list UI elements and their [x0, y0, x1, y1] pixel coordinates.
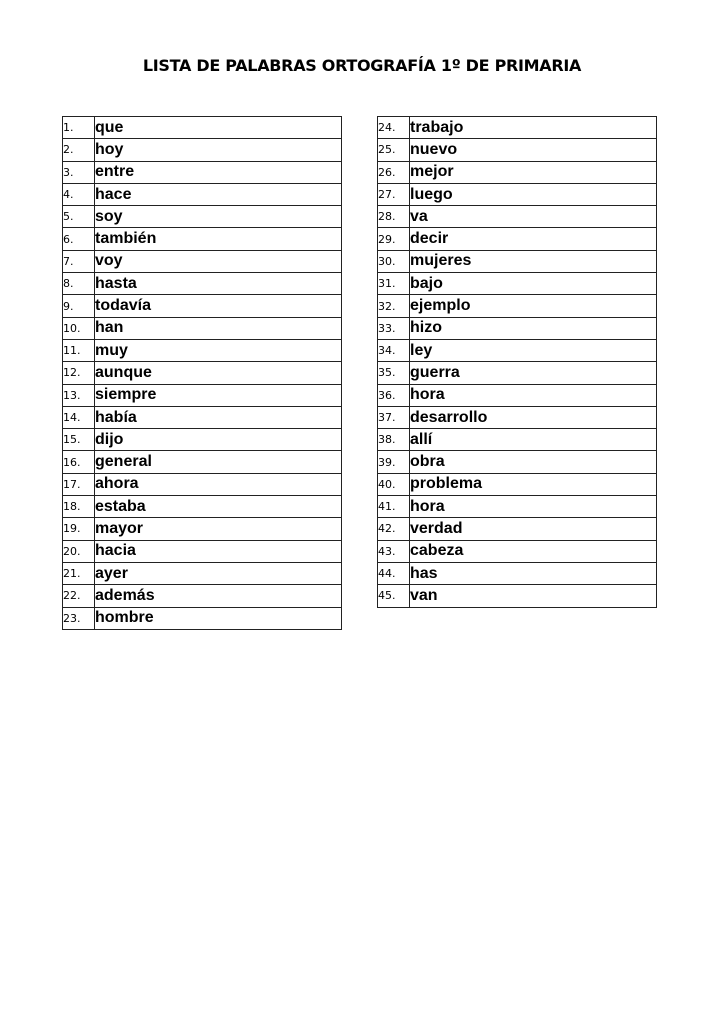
word-number: 45. [378, 585, 410, 607]
word-number: 11. [63, 339, 95, 361]
word-row [63, 585, 342, 607]
word-cell: general [95, 451, 342, 473]
word-row [378, 451, 657, 473]
word-cell: han [95, 317, 342, 339]
word-cell: allí [410, 429, 657, 451]
word-number: 24. [378, 117, 410, 139]
word-row [63, 295, 342, 317]
word-cell: obra [410, 451, 657, 473]
word-row [378, 117, 657, 139]
word-cell: va [410, 206, 657, 228]
word-cell: mujeres [410, 250, 657, 272]
word-row [63, 339, 342, 361]
word-row [378, 339, 657, 361]
word-row [63, 384, 342, 406]
word-row [378, 206, 657, 228]
word-row [378, 496, 657, 518]
word-row [63, 429, 342, 451]
word-cell: mayor [95, 518, 342, 540]
word-cell: trabajo [410, 117, 657, 139]
word-cell: además [95, 585, 342, 607]
word-number: 2. [63, 139, 95, 161]
word-number: 15. [63, 429, 95, 451]
word-number: 1. [63, 117, 95, 139]
word-number: 30. [378, 250, 410, 272]
word-cell: ejemplo [410, 295, 657, 317]
word-row [63, 183, 342, 205]
word-row [63, 540, 342, 562]
word-row [63, 473, 342, 495]
word-row [63, 206, 342, 228]
word-cell: hora [410, 384, 657, 406]
word-cell: mejor [410, 161, 657, 183]
word-row [378, 384, 657, 406]
word-row [63, 607, 342, 629]
word-list-right-body [378, 117, 657, 608]
word-cell: soy [95, 206, 342, 228]
word-cell: hizo [410, 317, 657, 339]
word-cell: hoy [95, 139, 342, 161]
word-cell: voy [95, 250, 342, 272]
word-number: 36. [378, 384, 410, 406]
word-number: 12. [63, 362, 95, 384]
word-number: 3. [63, 161, 95, 183]
word-number: 33. [378, 317, 410, 339]
word-row [378, 228, 657, 250]
word-number: 32. [378, 295, 410, 317]
word-number: 42. [378, 518, 410, 540]
word-number: 25. [378, 139, 410, 161]
word-number: 28. [378, 206, 410, 228]
word-cell: decir [410, 228, 657, 250]
word-number: 9. [63, 295, 95, 317]
page-title: LISTA DE PALABRAS ORTOGRAFÍA 1º DE PRIMARIA [142, 56, 582, 75]
word-row [378, 518, 657, 540]
word-cell: aunque [95, 362, 342, 384]
word-cell: nuevo [410, 139, 657, 161]
word-number: 43. [378, 540, 410, 562]
word-cell: hacia [95, 540, 342, 562]
word-cell: muy [95, 339, 342, 361]
word-cell: siempre [95, 384, 342, 406]
word-number: 26. [378, 161, 410, 183]
word-row [63, 250, 342, 272]
word-row [378, 139, 657, 161]
word-number: 21. [63, 562, 95, 584]
word-number: 40. [378, 473, 410, 495]
word-cell: desarrollo [410, 406, 657, 428]
word-cell: luego [410, 183, 657, 205]
word-cell: verdad [410, 518, 657, 540]
word-list-right [377, 116, 657, 608]
word-cell: problema [410, 473, 657, 495]
word-number: 23. [63, 607, 95, 629]
word-number: 18. [63, 496, 95, 518]
word-cell: hasta [95, 273, 342, 295]
word-row [378, 317, 657, 339]
word-cell: bajo [410, 273, 657, 295]
word-cell: ley [410, 339, 657, 361]
word-row [63, 317, 342, 339]
word-row [378, 273, 657, 295]
word-row [63, 406, 342, 428]
word-row [378, 585, 657, 607]
word-number: 27. [378, 183, 410, 205]
word-number: 13. [63, 384, 95, 406]
word-row [63, 139, 342, 161]
word-row [63, 451, 342, 473]
word-number: 7. [63, 250, 95, 272]
word-row [63, 496, 342, 518]
word-row [63, 228, 342, 250]
word-number: 10. [63, 317, 95, 339]
word-list-left-body [63, 117, 342, 630]
word-row [378, 540, 657, 562]
word-cell: hace [95, 183, 342, 205]
word-list-left [62, 116, 342, 630]
word-number: 16. [63, 451, 95, 473]
word-row [378, 429, 657, 451]
word-row [63, 518, 342, 540]
word-cell: había [95, 406, 342, 428]
word-row [63, 161, 342, 183]
word-number: 44. [378, 562, 410, 584]
word-cell: estaba [95, 496, 342, 518]
word-cell: guerra [410, 362, 657, 384]
word-cell: hora [410, 496, 657, 518]
word-row [378, 183, 657, 205]
word-row [378, 562, 657, 584]
word-number: 19. [63, 518, 95, 540]
word-row [63, 117, 342, 139]
word-row [63, 273, 342, 295]
word-number: 5. [63, 206, 95, 228]
word-row [378, 406, 657, 428]
word-cell: entre [95, 161, 342, 183]
word-number: 35. [378, 362, 410, 384]
word-number: 17. [63, 473, 95, 495]
word-cell: ahora [95, 473, 342, 495]
word-row [378, 250, 657, 272]
word-number: 14. [63, 406, 95, 428]
word-number: 8. [63, 273, 95, 295]
word-row [378, 473, 657, 495]
word-number: 29. [378, 228, 410, 250]
word-number: 41. [378, 496, 410, 518]
word-number: 6. [63, 228, 95, 250]
word-cell: dijo [95, 429, 342, 451]
word-row [63, 362, 342, 384]
word-number: 22. [63, 585, 95, 607]
word-number: 38. [378, 429, 410, 451]
word-cell: van [410, 585, 657, 607]
word-number: 20. [63, 540, 95, 562]
word-row [378, 295, 657, 317]
word-cell: cabeza [410, 540, 657, 562]
word-cell: ayer [95, 562, 342, 584]
word-cell: hombre [95, 607, 342, 629]
word-row [378, 161, 657, 183]
word-number: 34. [378, 339, 410, 361]
word-cell: todavía [95, 295, 342, 317]
word-row [63, 562, 342, 584]
word-cell: también [95, 228, 342, 250]
word-row [378, 362, 657, 384]
word-cell: que [95, 117, 342, 139]
word-number: 4. [63, 183, 95, 205]
word-number: 39. [378, 451, 410, 473]
word-number: 31. [378, 273, 410, 295]
word-number: 37. [378, 406, 410, 428]
word-cell: has [410, 562, 657, 584]
